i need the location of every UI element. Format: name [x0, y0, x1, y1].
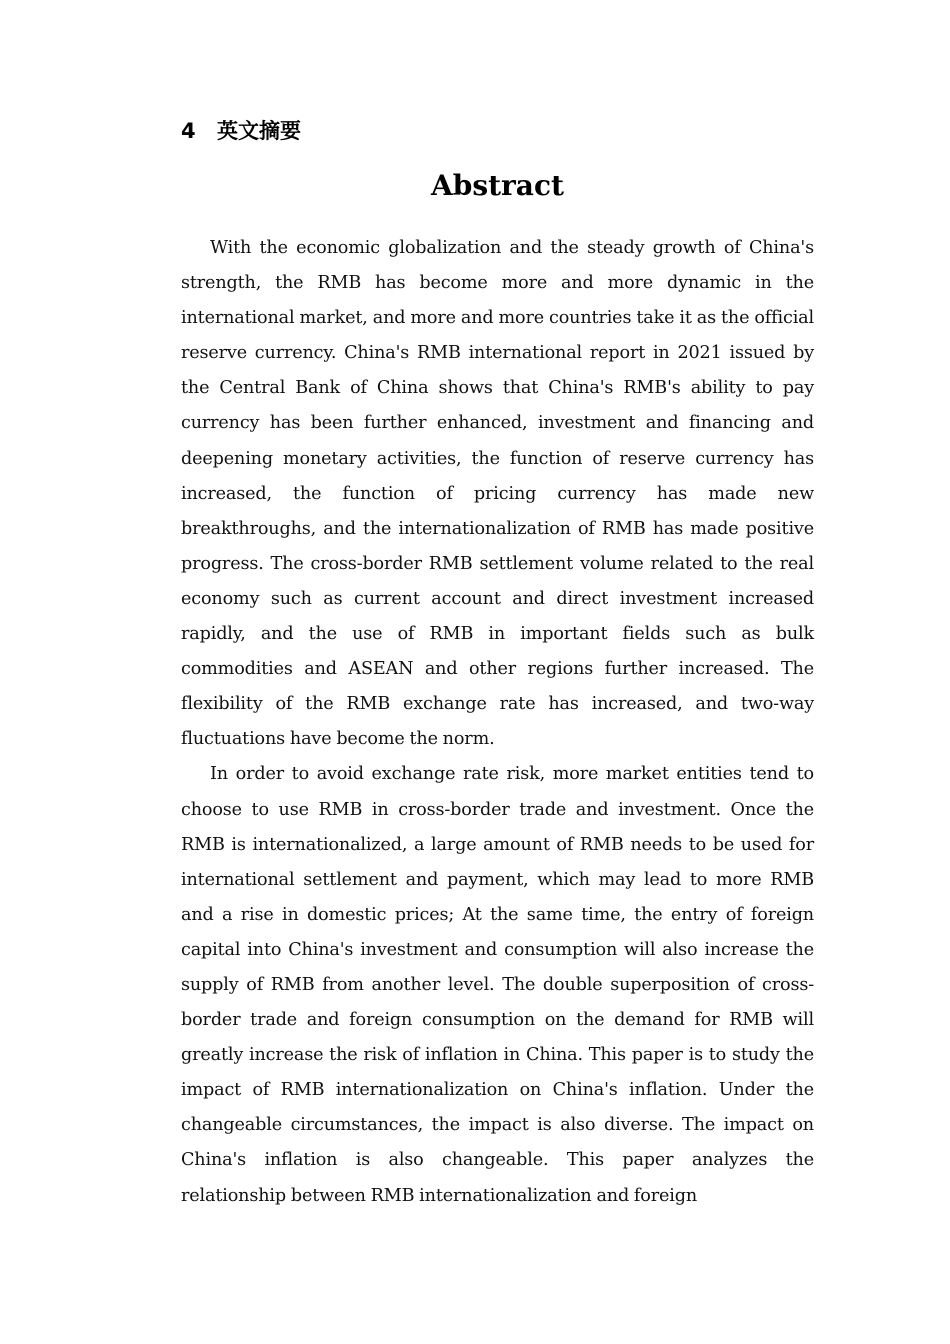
section-title: 英文摘要	[217, 119, 301, 143]
abstract-title: Abstract	[431, 169, 564, 202]
abstract-paragraph-2: In order to avoid exchange rate risk, more market entities tend to choose to use RMB in cross-border trade and investment. Once the RMB is internationalized, a large amount of RMB needs to be used for international settlement and payment, which may lead to more RMB and a rise in domestic prices; At the same time, the entry of foreign capital into China's investment and consumption will also increase the supply of RMB from another level. The double superposition of cross-border trade and foreign consumption on the demand for RMB will greatly increase the risk of inflation in China. This paper is to study the impact of RMB internationalization on China's inflation. Under the changeable circumstances, the impact is also diverse. The impact on China's inflation is also changeable. This paper analyzes the relationship between RMB internationalization and foreign	[181, 764, 814, 1206]
abstract-body	[181, 231, 814, 1214]
section-heading	[181, 116, 301, 146]
section-number: 4	[181, 119, 196, 143]
abstract-paragraph-1: With the economic globalization and the steady growth of China's strength, the RMB has become more and more dynamic in the international market, and more and more countries take it as the official reserve currency. China's RMB international report in 2021 issued by the Central Bank of China shows that China's RMB's ability to pay currency has been further enhanced, investment and financing and deepening monetary activities, the function of reserve currency has increased, the function of pricing currency has made new breakthroughs, and the internationalization of RMB has made positive progress. The cross-border RMB settlement volume related to the real economy such as current account and direct investment increased rapidly, and the use of RMB in important fields such as bulk commodities and ASEAN and other regions further increased. The flexibility of the RMB exchange rate has increased, and two-way fluctuations have become the norm.	[181, 238, 814, 750]
